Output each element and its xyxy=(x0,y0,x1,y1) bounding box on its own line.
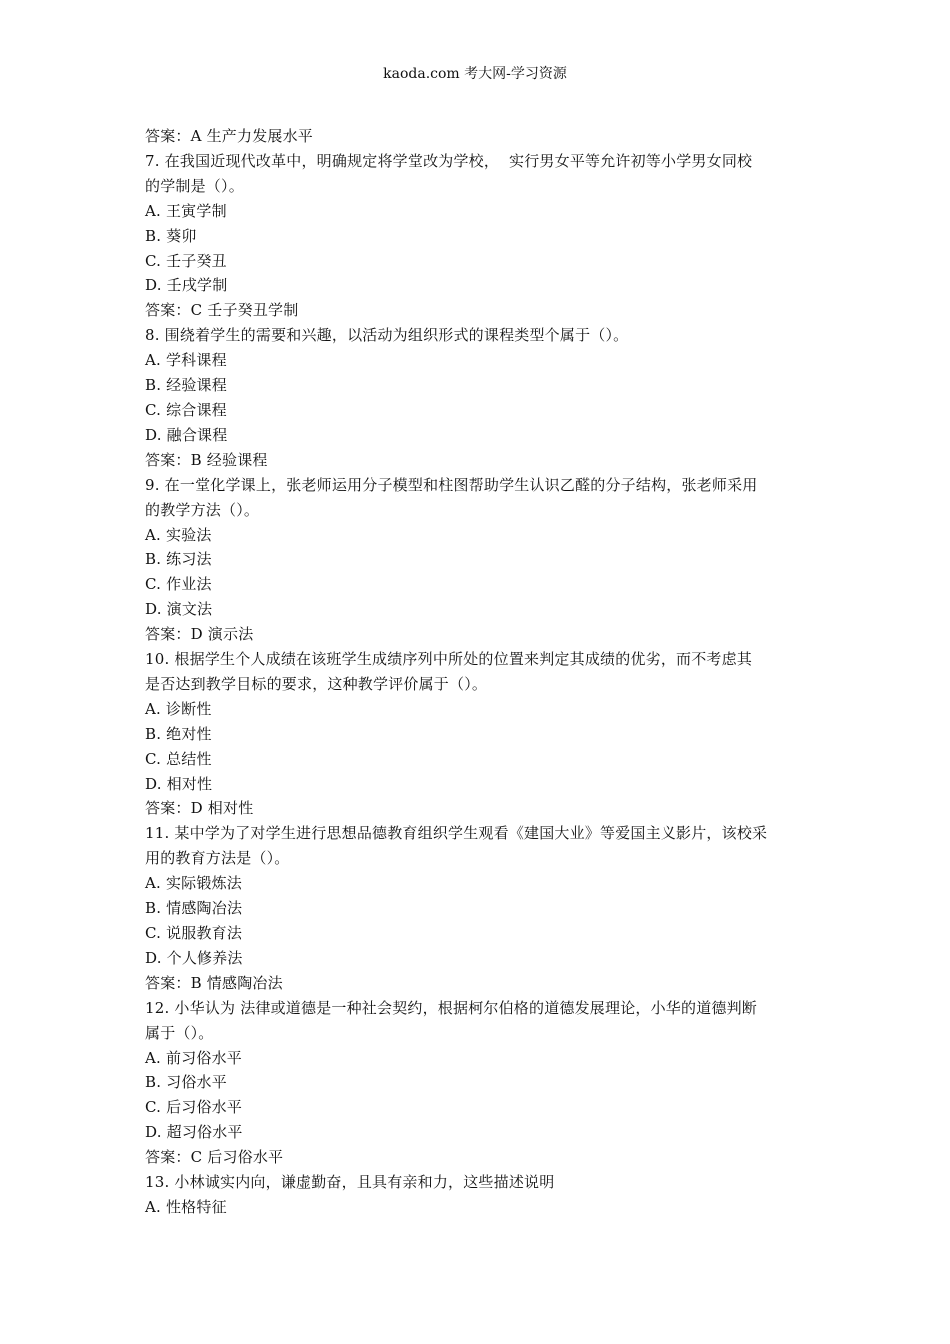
text-line: C. 综合课程 xyxy=(145,400,227,419)
text-line: 12. 小华认为 法律或道德是一种社会契约，根据柯尔伯格的道德发展理论，小华的道德判断 xyxy=(145,998,757,1017)
text-line: D. 超习俗水平 xyxy=(145,1123,243,1142)
text-line: A. 学科课程 xyxy=(145,351,227,370)
text-line: 7. 在我国近现代改革中，明确规定将学堂改为学校， 实行男女平等允许初等小学男女同校 xyxy=(145,151,753,170)
text-line: B. 经验课程 xyxy=(145,376,227,395)
text-line: 答案：A 生产力发展水平 xyxy=(145,127,314,145)
text-line: 属于（）。 xyxy=(145,1023,214,1042)
text-line: B. 情感陶冶法 xyxy=(145,899,243,918)
text-line: 8. 围绕着学生的需要和兴趣，以活动为组织形式的课程类型个属于（）。 xyxy=(145,326,629,345)
text-line: A. 王寅学制 xyxy=(145,201,227,220)
text-line: 10. 根据学生个人成绩在该班学生成绩序列中所处的位置来判定其成绩的优劣，而不考虑其 xyxy=(145,650,753,669)
text-line: A. 实际锻炼法 xyxy=(145,874,242,893)
text-line: 13. 小林诚实内向，谦虚勤奋，且具有亲和力，这些描述说明 xyxy=(145,1173,555,1192)
text-line: D. 演文法 xyxy=(145,600,213,619)
text-line: D. 个人修养法 xyxy=(145,948,243,967)
text-line: 答案：D 演示法 xyxy=(145,625,254,644)
text-line: 答案：C 后习俗水平 xyxy=(145,1148,284,1167)
page-header: kaoda.com 考大网-学习资源 xyxy=(383,66,567,82)
text-line: 9. 在一堂化学课上，张老师运用分子模型和柱图帮助学生认识乙醛的分子结构，张老师采用 xyxy=(145,475,758,494)
text-line: C. 作业法 xyxy=(145,575,212,594)
text-line: 的教学方法（）。 xyxy=(145,500,260,519)
text-line: B. 练习法 xyxy=(145,550,212,569)
text-line: 11. 某中学为了对学生进行思想品德教育组织学生观看《建国大业》等爱国主义影片，该校采 xyxy=(145,824,768,843)
text-line: D. 融合课程 xyxy=(145,425,228,444)
text-line: A. 诊断性 xyxy=(145,699,212,718)
text-line: A. 实验法 xyxy=(145,525,212,544)
text-line: 答案：B 经验课程 xyxy=(145,450,268,469)
text-line: B. 绝对性 xyxy=(145,724,212,743)
text-line: A. 性格特征 xyxy=(145,1197,227,1216)
text-line: 是否达到教学目标的要求，这种教学评价属于（）。 xyxy=(145,674,488,693)
text-line: C. 壬子癸丑 xyxy=(145,251,227,270)
text-line: B. 习俗水平 xyxy=(145,1073,227,1092)
text-line: 答案：B 情感陶冶法 xyxy=(145,973,283,992)
text-line: D. 壬戌学制 xyxy=(145,276,228,295)
text-line: C. 说服教育法 xyxy=(145,924,243,942)
document-body xyxy=(145,124,815,1220)
text-line: C. 总结性 xyxy=(145,749,212,768)
text-line: A. 前习俗水平 xyxy=(145,1048,242,1067)
text-line: 答案：C 壬子癸丑学制 xyxy=(145,301,299,320)
text-line: B. 葵卯 xyxy=(145,226,197,245)
text-line: 答案：D 相对性 xyxy=(145,799,254,818)
text-line: 的学制是（）。 xyxy=(145,176,244,195)
text-line: 用的教育方法是（）。 xyxy=(145,849,290,868)
text-line: D. 相对性 xyxy=(145,774,213,793)
text-line: C. 后习俗水平 xyxy=(145,1098,243,1117)
